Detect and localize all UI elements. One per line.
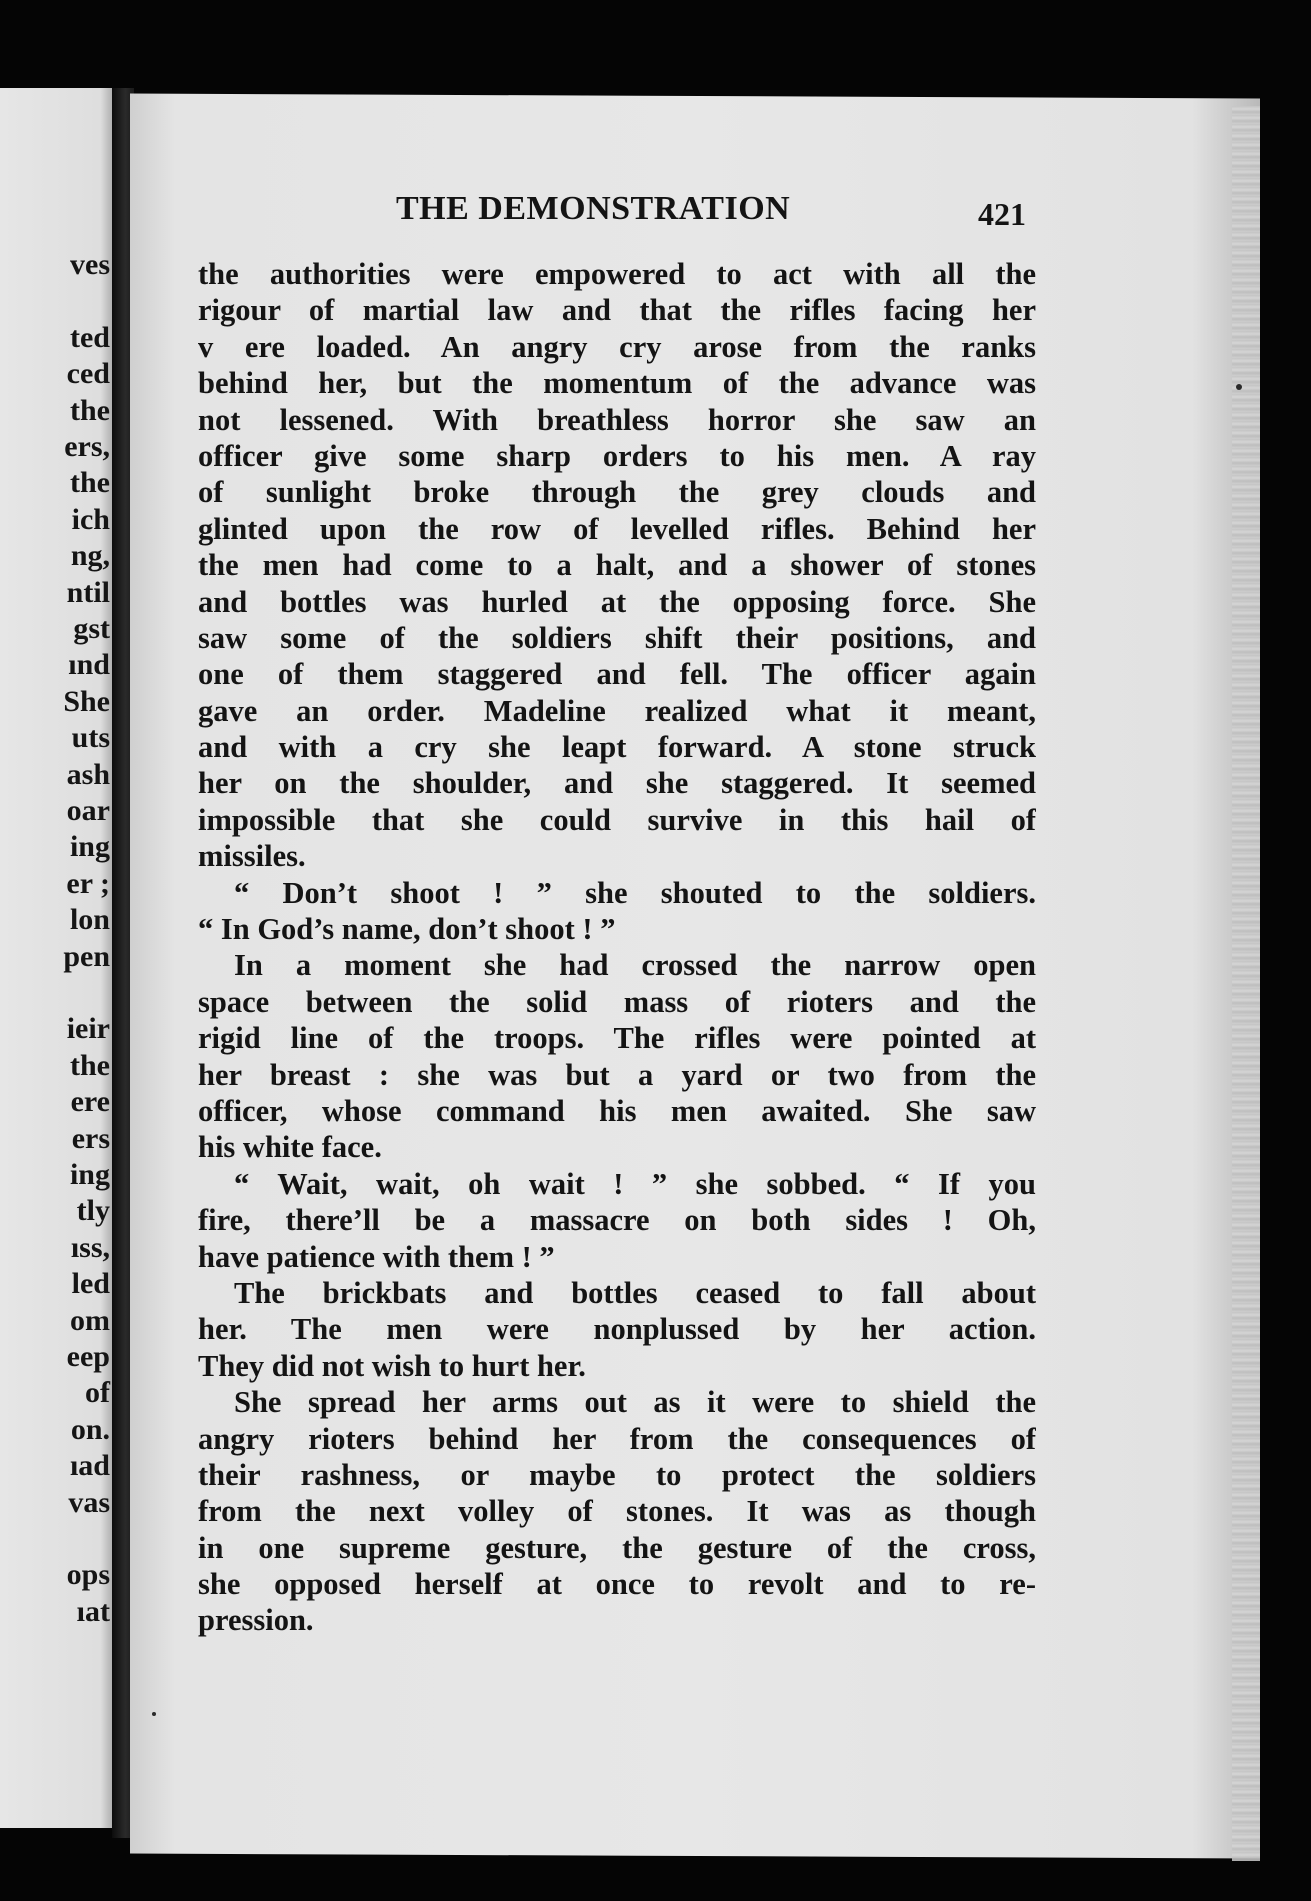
- text-line: rigour of martial law and that the rifles facing her: [198, 293, 1036, 328]
- left-page-fragment: ers,: [64, 430, 110, 463]
- text-line: one of them staggered and fell. The officer again: [198, 657, 1036, 692]
- text-line: her on the shoulder, and she staggered. It seemed: [198, 766, 1036, 801]
- text-line: v ere loaded. An angry cry arose from the ranks: [198, 329, 1036, 364]
- left-page-fragment: vas: [68, 1485, 110, 1519]
- left-page-fragment: ere: [70, 1085, 110, 1119]
- left-page-edge: [0, 88, 118, 1828]
- left-page-fragment: the: [70, 1048, 110, 1082]
- text-line: her breast : she was but a yard or two from the: [198, 1057, 1036, 1092]
- left-page-fragment: She: [63, 684, 110, 718]
- left-page-fragment: ted: [70, 320, 110, 354]
- text-line: have patience with them ! ”: [198, 1239, 555, 1274]
- left-page-fragment: ntil: [66, 575, 110, 609]
- left-page-fragment: er ;: [66, 866, 110, 900]
- dust-speck: [152, 1712, 156, 1716]
- left-page-fragment: ced: [66, 357, 110, 391]
- left-page-fragment: ves: [70, 248, 110, 281]
- left-page-fragment: ing: [69, 1158, 110, 1191]
- running-header-title: THE DEMONSTRATION: [396, 190, 791, 227]
- left-page-fragment: ieir: [66, 1012, 110, 1046]
- text-line: pression.: [198, 1603, 314, 1638]
- left-page-fragment: gst: [73, 612, 110, 645]
- left-page-fragment: of: [85, 1376, 110, 1410]
- text-line: of sunlight broke through the grey clouds and: [198, 475, 1036, 510]
- left-page-fragment: ich: [71, 502, 110, 536]
- text-line: not lessened. With breathless horror she saw an: [198, 402, 1036, 437]
- left-page-fragment: ng,: [70, 539, 110, 573]
- left-page-fragment: on.: [70, 1412, 110, 1446]
- text-line: “ In God’s name, don’t shoot ! ”: [198, 912, 616, 947]
- text-line: the authorities were empowered to act with all the: [198, 257, 1036, 291]
- left-page-fragment: ing: [69, 830, 110, 864]
- text-line: and bottles was hurled at the opposing force. She: [198, 584, 1036, 619]
- left-page-fragment: om: [70, 1303, 110, 1337]
- text-line: officer, whose command his men awaited. She saw: [198, 1093, 1036, 1128]
- text-line: fire, there’ll be a massacre on both sides ! Oh,: [198, 1203, 1036, 1238]
- text-line: behind her, but the momentum of the advance was: [198, 366, 1036, 401]
- text-line: their rashness, or maybe to protect the soldiers: [198, 1457, 1036, 1492]
- left-page-fragment: tly: [76, 1194, 110, 1228]
- text-line: The brickbats and bottles ceased to fall about: [234, 1275, 1036, 1310]
- text-line: “ Don’t shoot ! ” she shouted to the soldiers.: [234, 875, 1036, 910]
- left-page-fragment: pen: [63, 939, 110, 973]
- left-page-fragment: ers: [71, 1121, 110, 1155]
- text-line: They did not wish to hurt her.: [198, 1348, 586, 1383]
- text-line: impossible that she could survive in this hail of: [198, 802, 1036, 837]
- text-line: space between the solid mass of rioters and the: [198, 984, 1036, 1019]
- text-line: rigid line of the troops. The rifles were pointed at: [198, 1021, 1036, 1056]
- text-line: her. The men were nonplussed by her action.: [198, 1312, 1036, 1347]
- left-page-fragment: ıat: [76, 1594, 110, 1628]
- left-page-fragment: uts: [71, 721, 110, 755]
- left-page-fragment: ash: [66, 757, 110, 791]
- left-page-fragment: oar: [66, 794, 110, 827]
- page-number: 421: [978, 196, 1026, 232]
- text-line: officer give some sharp orders to his men. A ray: [198, 438, 1036, 473]
- text-line: In a moment she had crossed the narrow open: [234, 948, 1036, 983]
- left-page-fragment: lon: [69, 903, 110, 937]
- text-line: glinted upon the row of levelled rifles. Behind her: [198, 511, 1036, 546]
- text-line: angry rioters behind her from the consequences of: [198, 1421, 1036, 1456]
- text-line: from the next volley of stones. It was as though: [198, 1494, 1036, 1529]
- text-line: and with a cry she leapt forward. A stone struck: [198, 730, 1036, 765]
- text-line: she opposed herself at once to revolt and to re-: [198, 1567, 1036, 1602]
- left-page-fragment: ınd: [68, 648, 110, 682]
- body-text: [198, 256, 1036, 1639]
- text-line: missiles.: [198, 839, 306, 874]
- text-line: She spread her arms out as it were to shield the: [234, 1385, 1036, 1420]
- page-edge-strip: [1232, 106, 1260, 1861]
- left-page-fragment: led: [71, 1267, 110, 1301]
- text-line: the men had come to a halt, and a shower of stones: [198, 548, 1036, 583]
- dust-speck: [1236, 384, 1242, 390]
- left-page-fragment: the: [70, 466, 110, 500]
- left-page-fragment: ops: [66, 1558, 110, 1592]
- text-line: “ Wait, wait, oh wait ! ” she sobbed. “ If you: [234, 1166, 1036, 1201]
- left-page-fragment: ıad: [69, 1449, 110, 1483]
- text-line: in one supreme gesture, the gesture of the cross,: [198, 1530, 1036, 1565]
- text-line: his white face.: [198, 1130, 382, 1165]
- left-page-fragment: eep: [66, 1340, 110, 1373]
- left-page-fragment: ıss,: [70, 1230, 110, 1264]
- left-page-fragment: the: [70, 393, 110, 427]
- text-line: gave an order. Madeline realized what it meant,: [198, 693, 1036, 728]
- text-line: saw some of the soldiers shift their positions, and: [198, 620, 1036, 655]
